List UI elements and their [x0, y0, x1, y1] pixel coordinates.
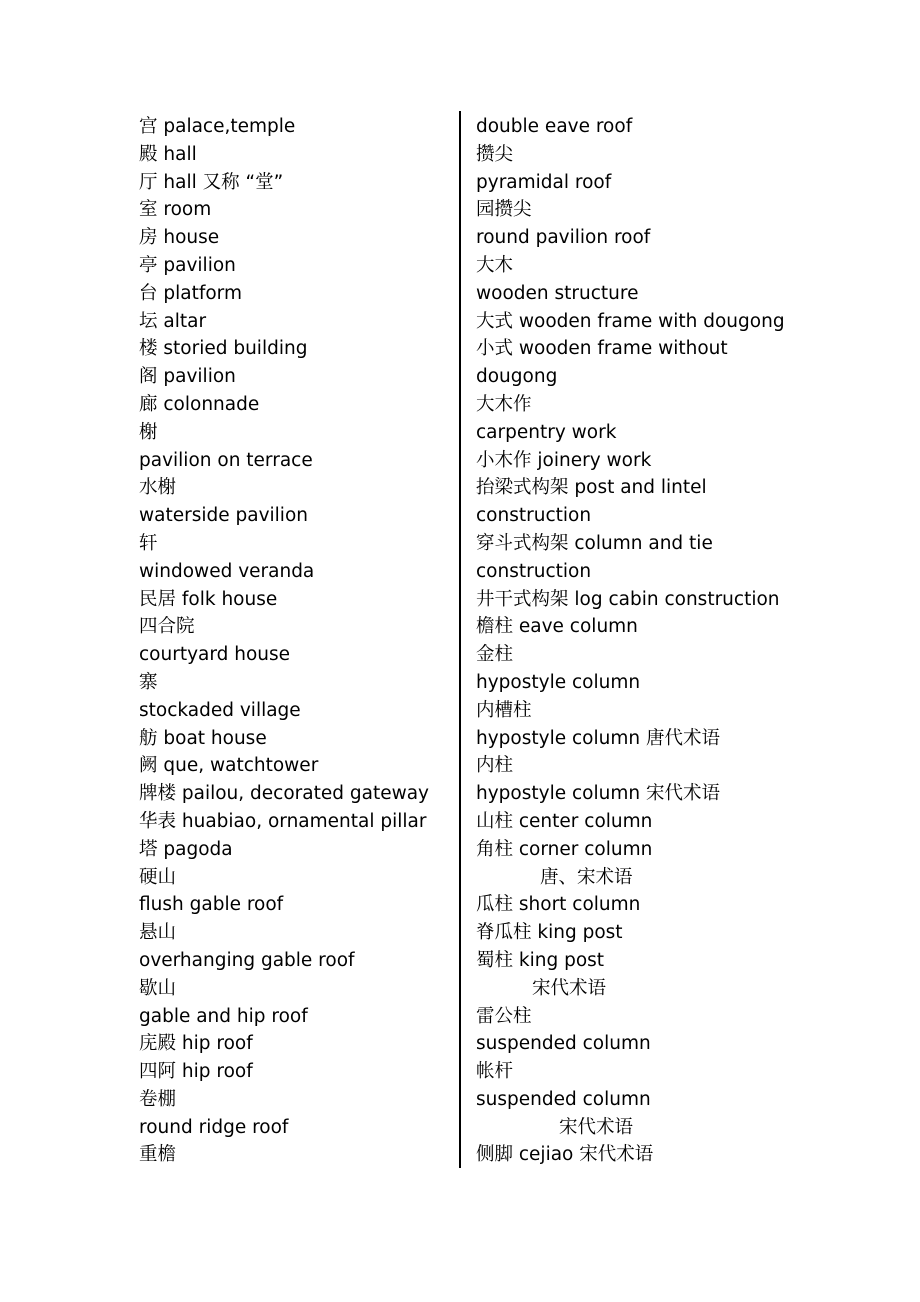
term-entry: hypostyle column [476, 671, 641, 693]
term-note: 宋代术语 [559, 1116, 634, 1138]
glossary-column-right [476, 113, 806, 1169]
term-entry: 金柱 [476, 644, 514, 666]
term-entry: 室 room [139, 199, 212, 221]
term-entry: 帐杆 [476, 1061, 514, 1083]
term-entry: 牌楼 pailou, decorated gateway [139, 783, 429, 805]
term-entry: 宫 palace,temple [139, 116, 296, 137]
term-entry: suspended column [476, 1033, 651, 1055]
term-entry: 华表 huabiao, ornamental pillar [139, 810, 427, 832]
term-entry: 水榭 [139, 477, 177, 499]
term-entry: wooden structure [476, 282, 639, 304]
term-entry: double eave roof [476, 116, 633, 137]
term-entry: 舫 boat house [139, 727, 267, 749]
term-entry: 小木作 joinery work [476, 449, 652, 471]
term-entry: 四合院 [139, 616, 195, 638]
term-entry: 卷棚 [139, 1088, 177, 1110]
term-entry: pyramidal roof [476, 171, 612, 193]
term-entry: 阙 que, watchtower [139, 755, 319, 777]
term-entry: carpentry work [476, 421, 617, 443]
term-entry: 厅 hall 又称 “堂” [139, 171, 284, 193]
term-entry: courtyard house [139, 644, 291, 666]
term-entry: pavilion on terrace [139, 449, 313, 471]
term-entry: 檐柱 eave column [476, 616, 638, 638]
term-entry: 悬山 [139, 922, 177, 944]
term-entry: 寨 [139, 671, 158, 693]
term-entry: 四阿 hip roof [139, 1061, 253, 1083]
term-entry: 民居 folk house [139, 588, 278, 610]
term-entry: overhanging gable roof [139, 949, 355, 971]
term-entry: 亭 pavilion [139, 254, 236, 276]
term-entry: 蜀柱 king post [476, 949, 605, 971]
term-entry: suspended column [476, 1088, 651, 1110]
term-entry: 塔 pagoda [139, 838, 233, 860]
term-entry: round ridge roof [139, 1116, 289, 1138]
term-entry: 大式 wooden frame with dougong [476, 310, 785, 332]
term-entry: 内槽柱 [476, 699, 532, 721]
term-entry: hypostyle column 唐代术语 [476, 727, 720, 749]
term-entry: 侧脚 cejiao 宋代术语 [476, 1144, 654, 1166]
term-entry: stockaded village [139, 699, 301, 721]
term-entry: 穿斗式构架 column and tie [476, 532, 713, 554]
term-entry: 台 platform [139, 282, 242, 304]
term-entry: 阁 pavilion [139, 366, 236, 388]
term-entry: 井干式构架 log cabin construction [476, 588, 780, 610]
term-entry: gable and hip roof [139, 1005, 308, 1027]
term-entry: flush gable roof [139, 894, 284, 916]
term-entry: 瓜柱 short column [476, 894, 641, 916]
term-entry: 硬山 [139, 866, 177, 888]
term-entry: 庑殿 hip roof [139, 1033, 253, 1055]
term-entry: construction [476, 505, 592, 527]
term-note: 宋代术语 [532, 977, 607, 999]
term-entry: hypostyle column 宋代术语 [476, 783, 720, 805]
term-entry: dougong [476, 366, 558, 388]
term-entry: 园攒尖 [476, 199, 532, 221]
term-entry: 楼 storied building [139, 338, 308, 360]
term-entry: windowed veranda [139, 560, 315, 582]
term-entry: 攒尖 [476, 143, 514, 165]
term-entry: 山柱 center column [476, 810, 653, 832]
term-entry: 坛 altar [139, 310, 207, 332]
term-entry: round pavilion roof [476, 227, 651, 249]
term-entry: 轩 [139, 532, 158, 554]
term-entry: 廊 colonnade [139, 393, 260, 415]
term-entry: 榭 [139, 421, 158, 443]
term-entry: 大木 [476, 254, 514, 276]
term-note: 唐、宋术语 [540, 866, 633, 888]
column-divider [459, 111, 461, 1168]
term-entry: 歇山 [139, 977, 177, 999]
term-entry: 脊瓜柱 king post [476, 922, 623, 944]
term-entry: 殿 hall [139, 143, 197, 165]
term-entry: waterside pavilion [139, 505, 308, 527]
term-entry: 角柱 corner column [476, 838, 653, 860]
term-entry: 抬梁式构架 post and lintel [476, 477, 707, 499]
term-entry: construction [476, 560, 592, 582]
term-entry: 内柱 [476, 755, 514, 777]
term-entry: 房 house [139, 227, 220, 249]
term-entry: 小式 wooden frame without [476, 338, 728, 360]
glossary-column-left [139, 113, 449, 1169]
term-entry: 大木作 [476, 393, 532, 415]
term-entry: 雷公柱 [476, 1005, 532, 1027]
term-entry: 重檐 [139, 1144, 177, 1166]
